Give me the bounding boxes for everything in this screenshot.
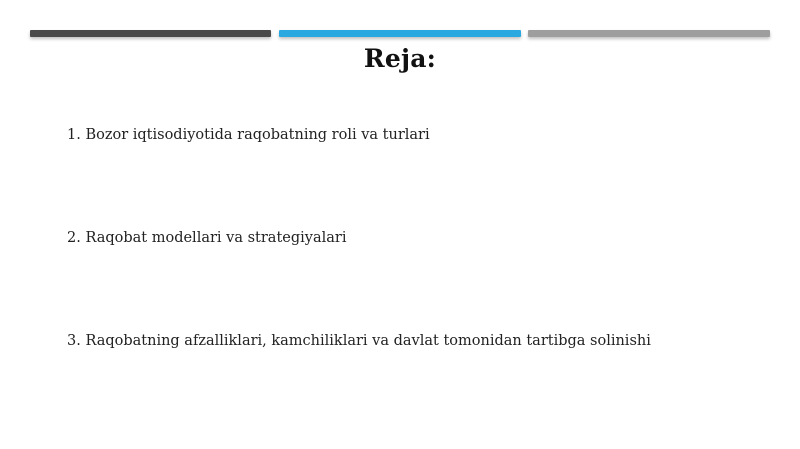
header-bar-blue: [279, 30, 521, 37]
header-bar-dark: [30, 30, 271, 37]
plan-item: 1. Bozor iqtisodiyotida raqobatning roli va turlari: [67, 127, 430, 143]
slide-title: Reja:: [363, 44, 437, 73]
header-bar-gray: [528, 30, 770, 37]
plan-item: 2. Raqobat modellari va strategiyalari: [67, 230, 347, 246]
plan-item: 3. Raqobatning afzalliklari, kamchiliklari va davlat tomonidan tartibga solinishi: [67, 333, 651, 349]
